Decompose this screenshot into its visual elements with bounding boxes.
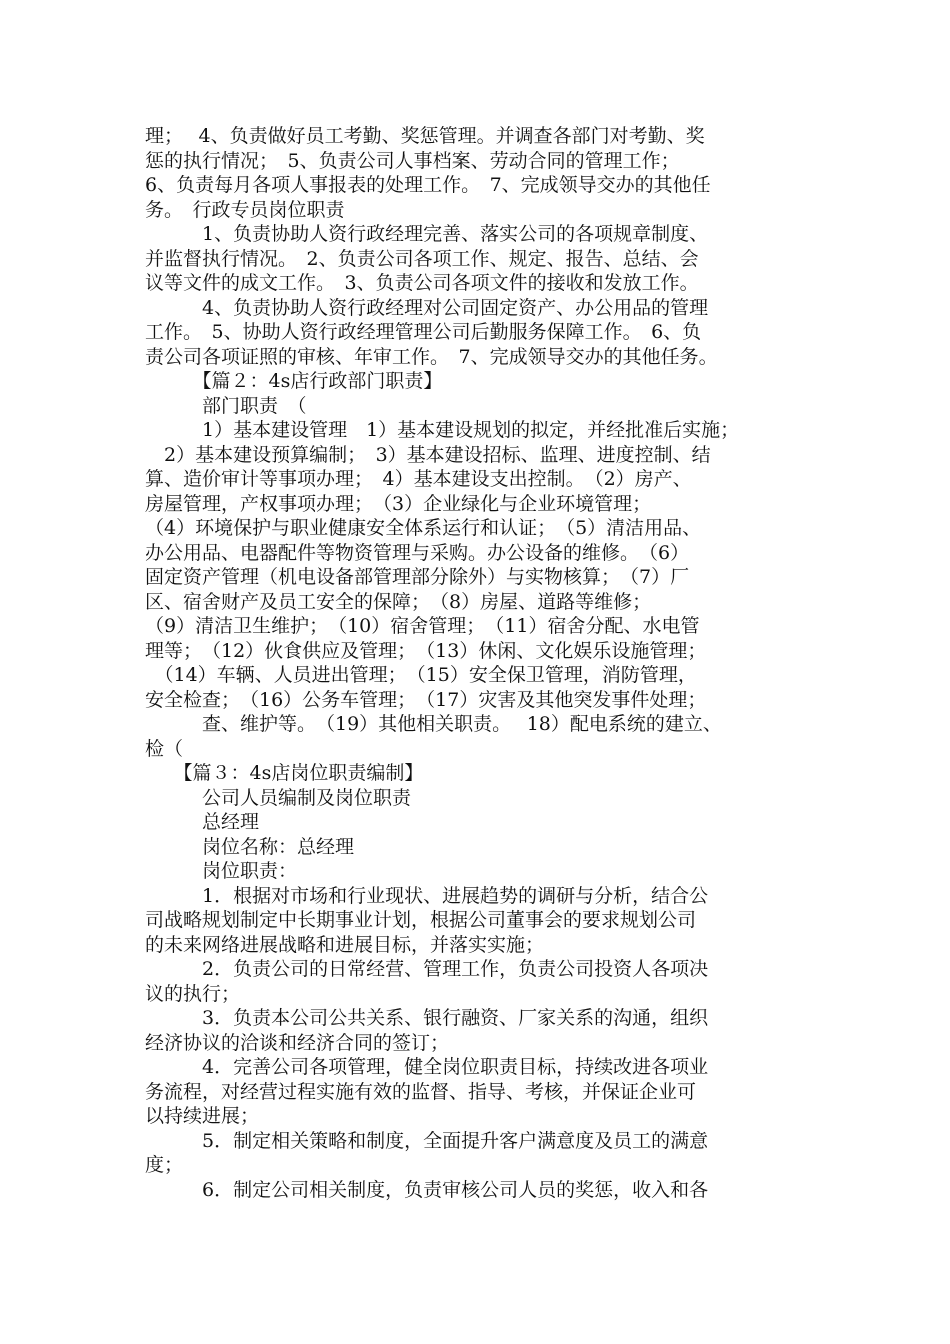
text-line: （4）环境保护与职业健康安全体系运行和认证； （5）清洁用品、 [145,517,702,539]
section-heading: 【篇２：4s店行政部门职责】 [145,370,443,392]
text-line: 固定资产管理（机电设备部管理部分除外）与实物核算； （7）厂 [145,566,690,588]
text-line: 查、维护等。 （19）其他相关职责。 18）配电系统的建立、 [145,713,722,735]
text-line: （9）清洁卫生维护； （10）宿舍管理； （11）宿舍分配、水电管 [145,615,700,637]
section-heading: 【篇３：4s店岗位职责编制】 [145,762,424,784]
text-line: 区、宿舍财产及员工安全的保障； （8）房屋、道路等维修； [145,590,652,613]
text-line: 1．根据对市场和行业现状、进展趋势的调研与分析，结合公 [145,884,709,907]
text-line: 并监督执行情况。 2、负责公司各项工作、规定、报告、总结、会 [145,247,699,270]
text-line: 算、造价审计等事项办理； 4）基本建设支出控制。 （2）房产、 [145,468,692,490]
text-line: 安全检查； （16）公务车管理； （17）灾害及其他突发事件处理； [145,688,707,711]
text-line: 总经理 [145,811,260,833]
text-line: 房屋管理，产权事项办理； （3）企业绿化与企业环境管理； [145,492,652,515]
text-line: 3．负责本公司公共关系、银行融资、厂家关系的沟通，组织 [145,1007,709,1029]
text-line: 司战略规划制定中长期事业计划，根据公司董事会的要求规划公司 [145,909,697,931]
text-line: 部门职责 （ [145,394,307,417]
text-line: 5．制定相关策略和制度，全面提升客户满意度及员工的满意 [145,1129,709,1152]
text-line: （14）车辆、人员进出管理； （15）安全保卫管理，消防管理， [145,664,697,686]
text-line: 理等； （12）伙食供应及管理； （13）休闲、文化娱乐设施管理； [145,639,707,662]
text-line: 岗位名称：总经理 [145,835,355,858]
text-line: 务。 行政专员岗位职责 [145,198,345,221]
text-line: 工作。 5、协助人资行政经理管理公司后勤服务保障工作。 6、负 [145,321,702,343]
text-line: 公司人员编制及岗位职责 [145,786,412,809]
document-page [145,124,825,1202]
text-line: 检（ [145,737,184,760]
text-line: 的未来网络进展战略和进展目标，并落实实施； [145,933,545,956]
text-line: 4、负责协助人资行政经理对公司固定资产、办公用品的管理 [145,296,709,319]
text-line: 务流程，对经营过程实施有效的监督、指导、考核，并保证企业可 [145,1080,697,1103]
text-line: 岗位职责： [145,860,298,882]
text-line: 2．负责公司的日常经营、管理工作，负责公司投资人各项决 [145,958,709,980]
text-line: 责公司各项证照的审核、年审工作。 7、完成领导交办的其他任务。 [145,345,718,368]
text-line: 办公用品、电器配件等物资管理与采购。办公设备的维修。 （6） [145,541,690,564]
text-line: 2）基本建设预算编制； 3）基本建设招标、监理、进度控制、结 [145,443,711,466]
text-line: 度； [145,1154,184,1176]
text-line: 1）基本建设管理 1）基本建设规划的拟定，并经批准后实施； [145,419,740,441]
text-line: 惩的执行情况； 5、负责公司人事档案、劳动合同的管理工作； [145,149,680,172]
text-line: 6、负责每月各项人事报表的处理工作。 7、完成领导交办的其他任 [145,174,711,196]
text-line: 议的执行； [145,982,241,1005]
text-line: 以持续进展； [145,1105,260,1127]
text-line: 理； 4、负责做好员工考勤、奖惩管理。并调查各部门对考勤、奖 [145,125,705,147]
text-line: 6．制定公司相关制度，负责审核公司人员的奖惩，收入和各 [145,1178,709,1201]
text-line: 议等文件的成文工作。 3、负责公司各项文件的接收和发放工作。 [145,272,699,294]
text-line: 4．完善公司各项管理，健全岗位职责目标，持续改进各项业 [145,1056,709,1078]
text-line: 经济协议的洽谈和经济合同的签订； [145,1031,450,1054]
text-line: 1、负责协助人资行政经理完善、落实公司的各项规章制度、 [145,223,709,245]
